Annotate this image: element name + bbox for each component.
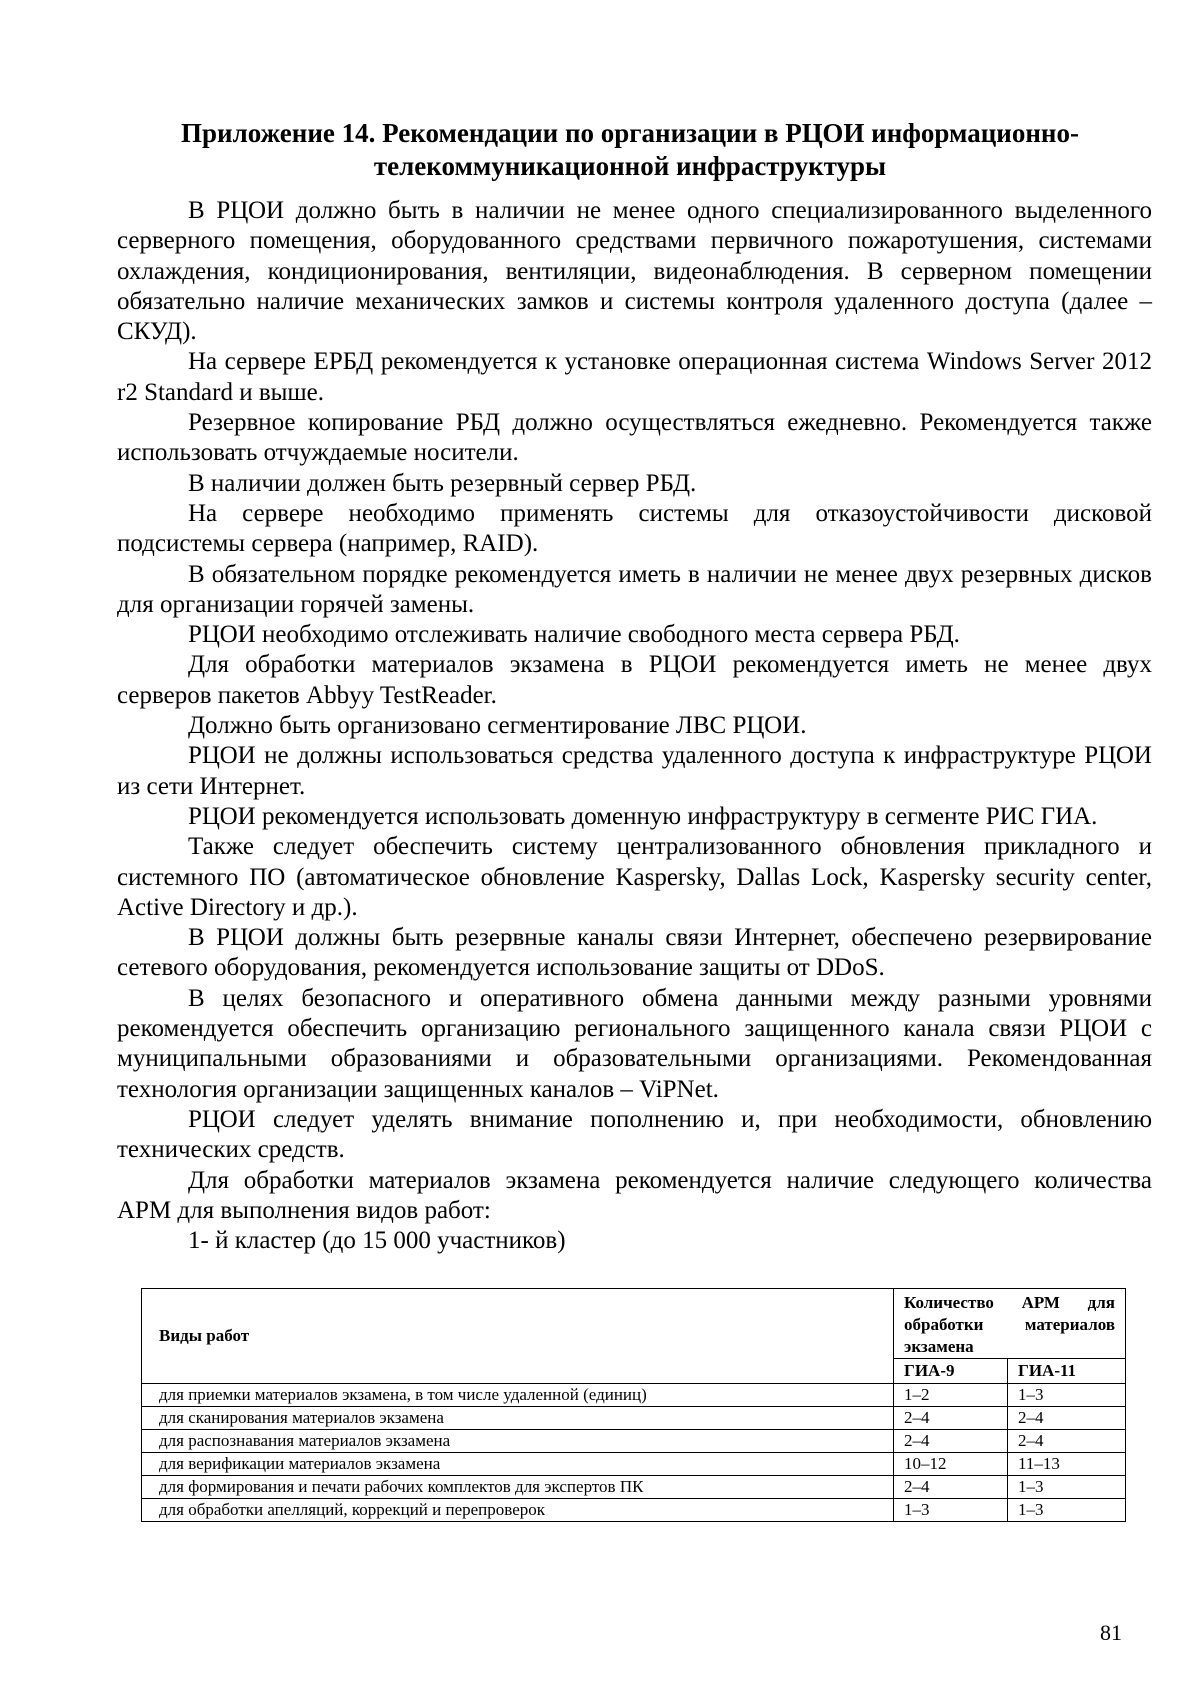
table-row <box>142 1384 1126 1407</box>
paragraph: На сервере ЕРБД рекомендуется к установке операционная система Windows Server 2012 r2 Standard и выше. <box>117 348 1152 406</box>
table-row <box>142 1476 1126 1499</box>
work-type-cell: для обработки апелляций, коррекций и перепроверок <box>142 1499 894 1522</box>
paragraph: РЦОИ рекомендуется использовать доменную инфраструктуру в сегменте РИС ГИА. <box>188 802 1098 830</box>
paragraph: В РЦОИ должно быть в наличии не менее одного специализированного выделенного серверного помещения, оборудованного средствами первичного пожаротушения, системами охлаждения, кондиционирования, вентиляции, видеонаблюдения. В серверном помещении обязательно наличие механических замков и системы контроля удаленного доступа (далее – СКУД). <box>117 197 1152 346</box>
gia9-cell: 1–2 <box>894 1384 1008 1407</box>
header-arm-count: Количество АРМ для обработки материалов экзамена <box>894 1289 1126 1359</box>
gia9-cell: 1–3 <box>894 1499 1008 1522</box>
table-header-row <box>142 1289 1126 1359</box>
heading-line-1: Приложение 14. Рекомендации по организации в РЦОИ информационно- <box>181 118 1079 148</box>
table-row <box>142 1499 1126 1522</box>
work-type-cell: для распознавания материалов экзамена <box>142 1430 894 1453</box>
gia9-cell: 10–12 <box>894 1453 1008 1476</box>
paragraph: В целях безопасного и оперативного обмена данными между разными уровнями рекомендуется обеспечить организацию регионального защищенного канала связи РЦОИ с муниципальными образованиями и образовательными организациями. Рекомендованная технология организации защищенных каналов – ViPNet. <box>117 984 1152 1103</box>
arm-table <box>141 1288 1126 1522</box>
gia11-cell: 11–13 <box>1008 1453 1126 1476</box>
paragraph: Должно быть организовано сегментирование ЛВС РЦОИ. <box>188 712 807 740</box>
gia9-cell: 2–4 <box>894 1407 1008 1430</box>
work-type-cell: для верификации материалов экзамена <box>142 1453 894 1476</box>
gia11-cell: 2–4 <box>1008 1430 1126 1453</box>
paragraph: РЦОИ следует уделять внимание пополнению и, при необходимости, обновлению технических средств. <box>117 1105 1152 1164</box>
gia11-cell: 1–3 <box>1008 1499 1126 1522</box>
paragraph: На сервере необходимо применять системы для отказоустойчивости дисковой подсистемы сервера (например, RAID). <box>117 499 1152 558</box>
gia9-cell: 2–4 <box>894 1476 1008 1499</box>
table-row <box>142 1407 1126 1430</box>
paragraph: Для обработки материалов экзамена рекомендуется наличие следующего количества АРМ для выполнения видов работ: <box>117 1166 1152 1224</box>
gia9-cell: 2–4 <box>894 1430 1008 1453</box>
paragraph: В обязательном порядке рекомендуется иметь в наличии не менее двух резервных дисков для организации горячей замены. <box>117 560 1152 618</box>
paragraph: Также следует обеспечить систему централизованного обновления прикладного и системного ПО (автоматическое обновление Kaspersky, Dallas Lock, Kaspersky security center, Active Directory и др.). <box>117 833 1152 921</box>
work-type-cell: для формирования и печати рабочих комплектов для экспертов ПК <box>142 1476 894 1499</box>
work-type-cell: для приемки материалов экзамена, в том числе удаленной (единиц) <box>142 1384 894 1407</box>
table-row <box>142 1453 1126 1476</box>
header-gia9: ГИА-9 <box>894 1359 1008 1384</box>
paragraph: РЦОИ необходимо отслеживать наличие свободного места сервера РБД. <box>188 621 960 649</box>
heading-line-2: телекоммуникационной инфраструктуры <box>373 151 887 181</box>
paragraph: РЦОИ не должны использоваться средства удаленного доступа к инфраструктуре РЦОИ из сети Интернет. <box>117 742 1152 800</box>
gia11-cell: 1–3 <box>1008 1384 1126 1407</box>
table-row <box>142 1430 1126 1453</box>
appendix-heading <box>110 117 1150 183</box>
header-works: Виды работ <box>142 1289 894 1384</box>
paragraph: Резервное копирование РБД должно осуществляться ежедневно. Рекомендуется также использовать отчуждаемые носители. <box>117 409 1152 467</box>
gia11-cell: 2–4 <box>1008 1407 1126 1430</box>
page-number: 81 <box>1100 1620 1122 1645</box>
cluster-label: 1- й кластер (до 15 000 участников) <box>188 1227 566 1255</box>
work-type-cell: для сканирования материалов экзамена <box>142 1407 894 1430</box>
gia11-cell: 1–3 <box>1008 1476 1126 1499</box>
body-text <box>117 196 1152 1256</box>
header-gia11: ГИА-11 <box>1008 1359 1126 1384</box>
paragraph: В наличии должен быть резервный сервер РБД. <box>188 469 697 497</box>
paragraph: Для обработки материалов экзамена в РЦОИ рекомендуется иметь не менее двух серверов пакетов Abbyy TestReader. <box>117 651 1152 709</box>
paragraph: В РЦОИ должны быть резервные каналы связи Интернет, обеспечено резервирование сетевого оборудования, рекомендуется использование защиты от DDoS. <box>117 924 1152 982</box>
